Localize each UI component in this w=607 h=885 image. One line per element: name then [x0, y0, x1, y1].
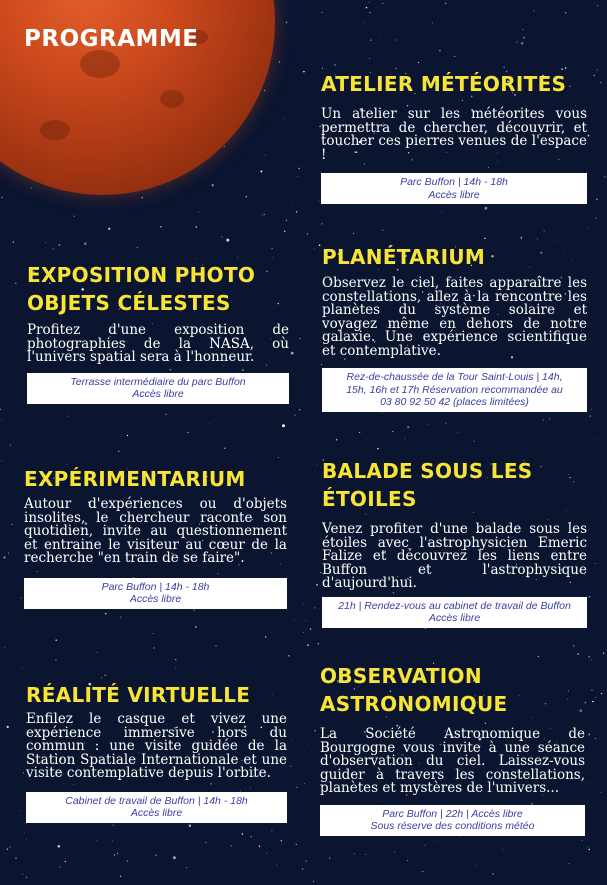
section-title-line: PLANÉTARIUM	[322, 245, 486, 269]
section-title-line: EXPÉRIMENTARIUM	[24, 467, 246, 491]
info-box	[24, 578, 287, 609]
section-title	[26, 681, 287, 709]
section-description: Autour d'expériences ou d'objets insolites, le chercheur raconte son quotidien, invite au questionnement et entraine le visiteur au cœur de la recherche "en train de se faire".	[24, 496, 287, 566]
section-title-line: ATELIER MÉTÉORITES	[321, 72, 567, 96]
section-title-line: EXPOSITION PHOTO	[27, 263, 256, 287]
section-balade-etoiles	[322, 457, 587, 628]
section-title-line: BALADE SOUS LES	[322, 459, 533, 483]
section-title	[322, 243, 587, 271]
info-box	[26, 792, 287, 823]
info-box	[322, 597, 587, 628]
section-description: Un atelier sur les météorites vous permettra de chercher, découvrir, et toucher ces pierres venues de l'espace !	[321, 106, 587, 163]
info-line: 15h, 16h et 17h Réservation recommandée au	[346, 383, 563, 396]
section-title-line: OBSERVATION	[320, 664, 482, 688]
page-title: PROGRAMME	[24, 26, 199, 52]
info-line: Accès libre	[428, 612, 481, 624]
section-title	[321, 70, 587, 98]
info-line: Accès libre	[132, 388, 184, 400]
section-planetarium	[322, 243, 587, 412]
info-box	[320, 805, 585, 836]
section-title	[27, 261, 289, 317]
section-title	[320, 662, 585, 718]
info-line: Accès libre	[428, 188, 480, 201]
section-title-line: ASTRONOMIQUE	[320, 692, 508, 716]
info-box	[322, 368, 587, 412]
info-line: Parc Buffon | 14h - 18h	[400, 176, 508, 188]
section-description: Profitez d'une exposition de photographies de la NASA, où l'univers spatial sera à l'honneur.	[27, 322, 289, 365]
section-title-line: RÉALITÉ VIRTUELLE	[26, 683, 251, 707]
info-line: Accès libre	[130, 807, 183, 819]
section-title	[24, 465, 287, 493]
section-title-line: ÉTOILES	[322, 487, 417, 511]
section-title-line: OBJETS CÉLESTES	[27, 291, 231, 315]
info-line: Sous réserve des conditions météo	[370, 820, 535, 832]
section-atelier-meteorites	[321, 70, 587, 204]
info-line: Rez-de-chaussée de la Tour Saint-Louis | 14h,	[346, 371, 563, 383]
section-description: Observez le ciel, faites apparaître les constellations, allez à la rencontre les planètes du système solaire et voyagez même en dehors de notre galaxie. Une expérience scientifique et contemplative.	[322, 275, 587, 359]
info-line: 21h | Rendez-vous au cabinet de travail de Buffon	[338, 599, 571, 612]
info-line: Parc Buffon | 22h | Accès libre	[382, 807, 523, 820]
info-box	[27, 373, 289, 404]
info-line: Accès libre	[129, 593, 182, 605]
section-description: La Société Astronomique de Bourgogne vous invite à une séance d'observation du ciel. Laissez-vous guider à travers les constellations, planètes et mystères de l'univers...	[320, 726, 585, 796]
info-box	[321, 173, 587, 204]
info-line: 03 80 92 50 42 (places limitées)	[380, 396, 529, 408]
section-realite-virtuelle	[26, 681, 287, 823]
section-experimentarium	[24, 465, 287, 609]
section-exposition-photo	[27, 261, 289, 404]
info-line: Parc Buffon | 14h - 18h	[101, 580, 210, 593]
section-description: Enfilez le casque et vivez une expérience immersive hors du commun : une visite guidée de la Station Spatiale Internationale et une visite contemplative depuis l'orbite.	[26, 711, 287, 781]
section-observation-astronomique	[320, 662, 585, 836]
section-title	[322, 457, 587, 513]
section-description: Venez profiter d'une balade sous les étoiles avec l'astrophysicien Emeric Falize et découvrez les liens entre Buffon et l'astrophysique d'aujourd'hui.	[322, 521, 587, 591]
info-line: Terrasse intermédiaire du parc Buffon	[70, 375, 246, 388]
info-line: Cabinet de travail de Buffon | 14h - 18h	[65, 794, 248, 807]
